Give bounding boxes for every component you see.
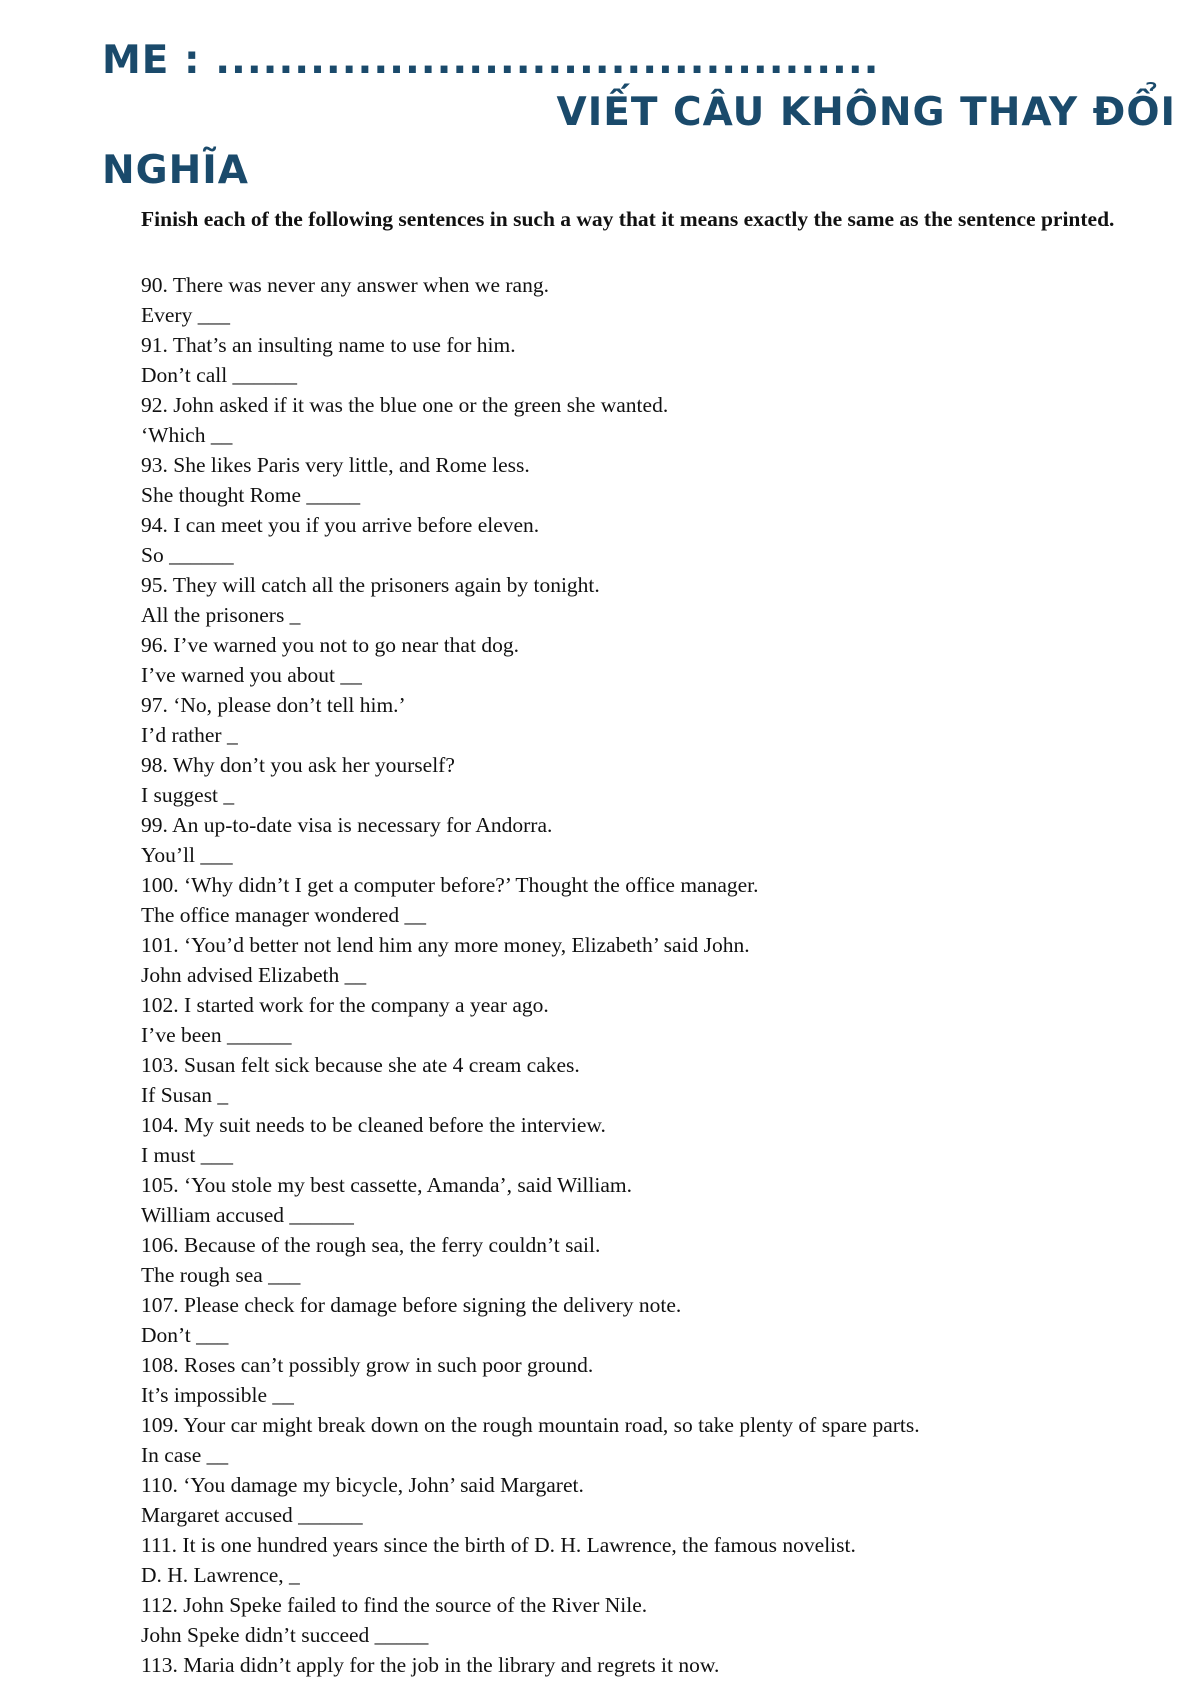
rewrite-prompt: ‘Which __: [141, 423, 233, 447]
rewrite-prompt: So ______: [141, 543, 234, 567]
rewrite-prompt: Every ___: [141, 303, 230, 327]
rewrite-prompt: All the prisoners _: [141, 603, 301, 627]
rewrite-prompt: Don’t ___: [141, 1323, 229, 1347]
exercise-sentence: 91. That’s an insulting name to use for him.: [141, 333, 516, 357]
rewrite-prompt: I’ve warned you about __: [141, 663, 362, 687]
rewrite-prompt: If Susan _: [141, 1083, 229, 1107]
exercise-sentence: 102. I started work for the company a year ago.: [141, 993, 549, 1017]
exercise-sentence: 104. My suit needs to be cleaned before the interview.: [141, 1113, 606, 1137]
rewrite-prompt: John advised Elizabeth __: [141, 963, 367, 987]
exercise-sentence: 107. Please check for damage before signing the delivery note.: [141, 1293, 682, 1317]
instructions: Finish each of the following sentences in such a way that it means exactly the same as the sentence printed.: [141, 207, 1115, 231]
exercise-sentence: 93. She likes Paris very little, and Rome less.: [141, 453, 530, 477]
worksheet-title: VIẾT CÂU KHÔNG THAY ĐỔI: [556, 90, 1176, 135]
exercise-sentence: 101. ‘You’d better not lend him any more money, Elizabeth’ said John.: [141, 933, 750, 957]
rewrite-prompt: William accused ______: [141, 1203, 354, 1227]
rewrite-prompt: Don’t call ______: [141, 363, 298, 387]
exercise-sentence: 105. ‘You stole my best cassette, Amanda’, said William.: [141, 1173, 632, 1197]
rewrite-prompt: The office manager wondered __: [141, 903, 426, 927]
rewrite-prompt: John Speke didn’t succeed _____: [141, 1623, 429, 1647]
exercise-sentence: 100. ‘Why didn’t I get a computer before?’ Thought the office manager.: [141, 873, 759, 897]
rewrite-prompt: You’ll ___: [141, 843, 233, 867]
exercise-sentence: 97. ‘No, please don’t tell him.’: [141, 693, 406, 717]
rewrite-prompt: In case __: [141, 1443, 229, 1467]
exercise-sentence: 98. Why don’t you ask her yourself?: [141, 753, 455, 777]
exercise-sentence: 111. It is one hundred years since the birth of D. H. Lawrence, the famous novelist.: [141, 1533, 856, 1557]
exercise-sentence: 94. I can meet you if you arrive before eleven.: [141, 513, 540, 537]
rewrite-prompt: She thought Rome _____: [141, 483, 361, 507]
exercise-sentence: 106. Because of the rough sea, the ferry couldn’t sail.: [141, 1233, 601, 1257]
exercise-sentence: 90. There was never any answer when we rang.: [141, 273, 549, 297]
exercise-sentence: 110. ‘You damage my bicycle, John’ said Margaret.: [141, 1473, 584, 1497]
exercise-sentence: 112. John Speke failed to find the source of the River Nile.: [141, 1593, 648, 1617]
exercise-list: [141, 270, 1181, 1680]
exercise-sentence: 103. Susan felt sick because she ate 4 cream cakes.: [141, 1053, 580, 1077]
rewrite-prompt: It’s impossible __: [141, 1383, 294, 1407]
rewrite-prompt: I’ve been ______: [141, 1023, 292, 1047]
rewrite-prompt: I suggest _: [141, 783, 235, 807]
exercise-sentence: 95. They will catch all the prisoners again by tonight.: [141, 573, 600, 597]
rewrite-prompt: D. H. Lawrence, _: [141, 1563, 300, 1587]
name-line: ME : ..........................................: [102, 38, 880, 83]
exercise-sentence: 108. Roses can’t possibly grow in such poor ground.: [141, 1353, 594, 1377]
exercise-sentence: 96. I’ve warned you not to go near that dog.: [141, 633, 519, 657]
exercise-sentence: 109. Your car might break down on the rough mountain road, so take plenty of spare parts.: [141, 1413, 920, 1437]
rewrite-prompt: I must ___: [141, 1143, 233, 1167]
rewrite-prompt: Margaret accused ______: [141, 1503, 363, 1527]
exercise-sentence: 113. Maria didn’t apply for the job in the library and regrets it now.: [141, 1653, 720, 1677]
exercise-sentence: 92. John asked if it was the blue one or the green she wanted.: [141, 393, 669, 417]
rewrite-prompt: I’d rather _: [141, 723, 238, 747]
exercise-sentence: 99. An up-to-date visa is necessary for Andorra.: [141, 813, 553, 837]
worksheet-title-continued: NGHĨA: [102, 148, 249, 193]
rewrite-prompt: The rough sea ___: [141, 1263, 301, 1287]
